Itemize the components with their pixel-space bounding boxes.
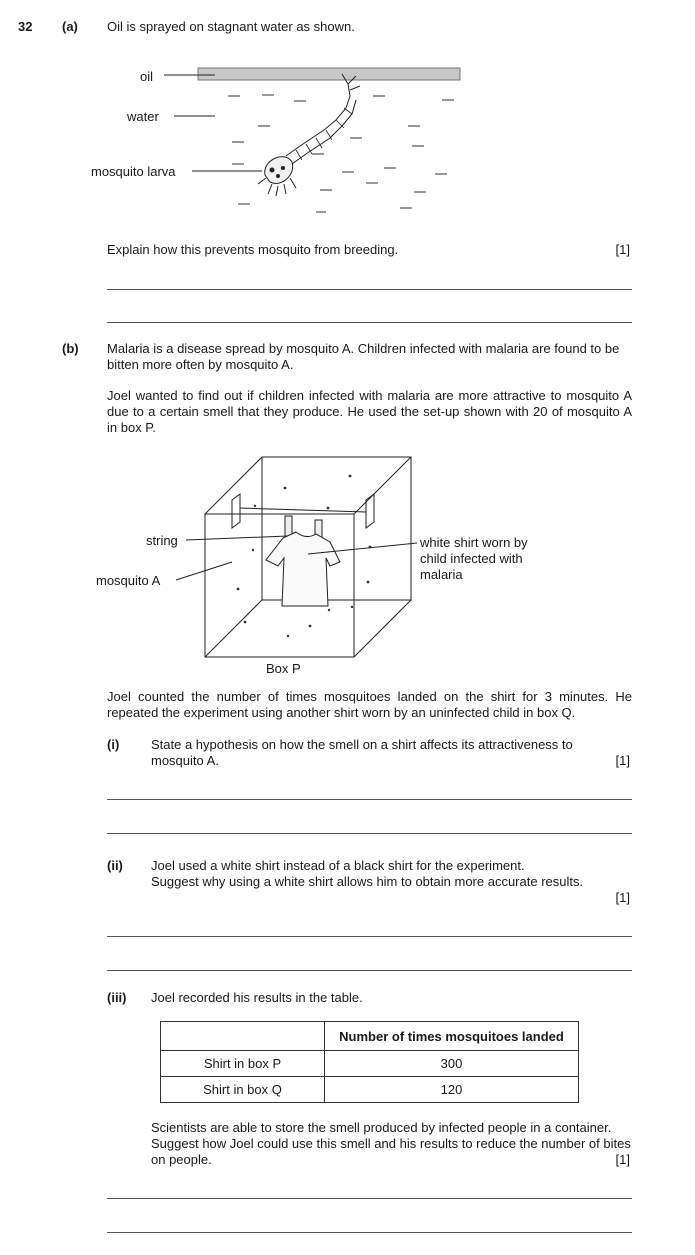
shirt-label-line1: white shirt worn by	[420, 535, 528, 550]
oil-label: oil	[140, 69, 154, 84]
mosquito-larva-drawing	[258, 74, 360, 196]
sub-i-marks: [1]	[615, 753, 630, 768]
sub-i-label: (i)	[107, 737, 120, 752]
sub-ii-line2: Suggest why using a white shirt allows him to obtain more accurate results.	[151, 874, 584, 889]
part-a-intro: Oil is sprayed on stagnant water as shown.	[107, 19, 355, 34]
sub-iii-text: Scientists are able to store the smell produced by infected people in a container. Suggest how Joel could use this smell and his results to reduce the number of bites on people.	[151, 1120, 631, 1167]
larva-label: mosquito larva	[91, 164, 176, 179]
sub-i-text: State a hypothesis on how the smell on a shirt affects its attractiveness to mosquito A.	[151, 737, 573, 768]
table-header-row	[161, 1022, 579, 1051]
mosquito-a-label: mosquito A	[96, 573, 161, 588]
question-number: 32	[18, 19, 33, 34]
box-p-caption: Box P	[266, 661, 301, 676]
white-shirt	[266, 532, 340, 606]
answer-line-i1[interactable]	[107, 799, 632, 800]
sub-ii-line1: Joel used a white shirt instead of a black shirt for the experiment.	[151, 858, 525, 873]
shirt-label-line3: malaria	[420, 567, 463, 582]
shirt-label-line2: child infected with	[420, 551, 523, 566]
answer-line-ii1[interactable]	[107, 936, 632, 937]
string-label: string	[146, 533, 178, 548]
answer-line-ii2[interactable]	[107, 970, 632, 971]
table-row-label: Shirt in box P	[161, 1051, 325, 1077]
answer-line-iii2[interactable]	[107, 1232, 632, 1233]
oil-water-diagram	[0, 50, 695, 225]
sub-ii-marks: [1]	[615, 890, 630, 905]
part-a-marks: [1]	[615, 242, 630, 257]
answer-line-a1[interactable]	[107, 289, 632, 290]
part-b-para1: Malaria is a disease spread by mosquito A. Children infected with malaria are found to be bitten more often by mosquito A.	[107, 341, 620, 372]
table-row-value: 300	[325, 1051, 579, 1077]
table-row-value: 120	[325, 1077, 579, 1103]
table-header-value: Number of times mosquitoes landed	[325, 1022, 579, 1051]
part-b-para3: Joel counted the number of times mosquitoes landed on the shirt for 3 minutes. He repeated the experiment using another shirt worn by an uninfected child in box Q.	[107, 689, 632, 720]
table-header-empty	[161, 1022, 325, 1051]
answer-line-a2[interactable]	[107, 322, 632, 323]
table-row	[161, 1051, 579, 1077]
sub-iii-marks: [1]	[615, 1152, 630, 1167]
sub-iii-label: (iii)	[107, 990, 127, 1005]
sub-iii-intro: Joel recorded his results in the table.	[151, 990, 363, 1005]
part-b-para2: Joel wanted to find out if children infected with malaria are more attractive to mosquito A due to a certain smell that they produce. He used the set-up shown with 20 of mosquito A in box P.	[107, 388, 632, 435]
oil-layer	[198, 68, 460, 80]
part-a-prompt: Explain how this prevents mosquito from breeding.	[107, 242, 399, 257]
box-p-diagram	[0, 450, 695, 685]
table-row-label: Shirt in box Q	[161, 1077, 325, 1103]
results-table	[160, 1021, 579, 1103]
answer-line-iii1[interactable]	[107, 1198, 632, 1199]
answer-line-i2[interactable]	[107, 833, 632, 834]
water-label: water	[127, 109, 159, 124]
table-row	[161, 1077, 579, 1103]
part-a-label: (a)	[62, 19, 78, 34]
sub-ii-label: (ii)	[107, 858, 123, 873]
part-b-label: (b)	[62, 341, 79, 356]
